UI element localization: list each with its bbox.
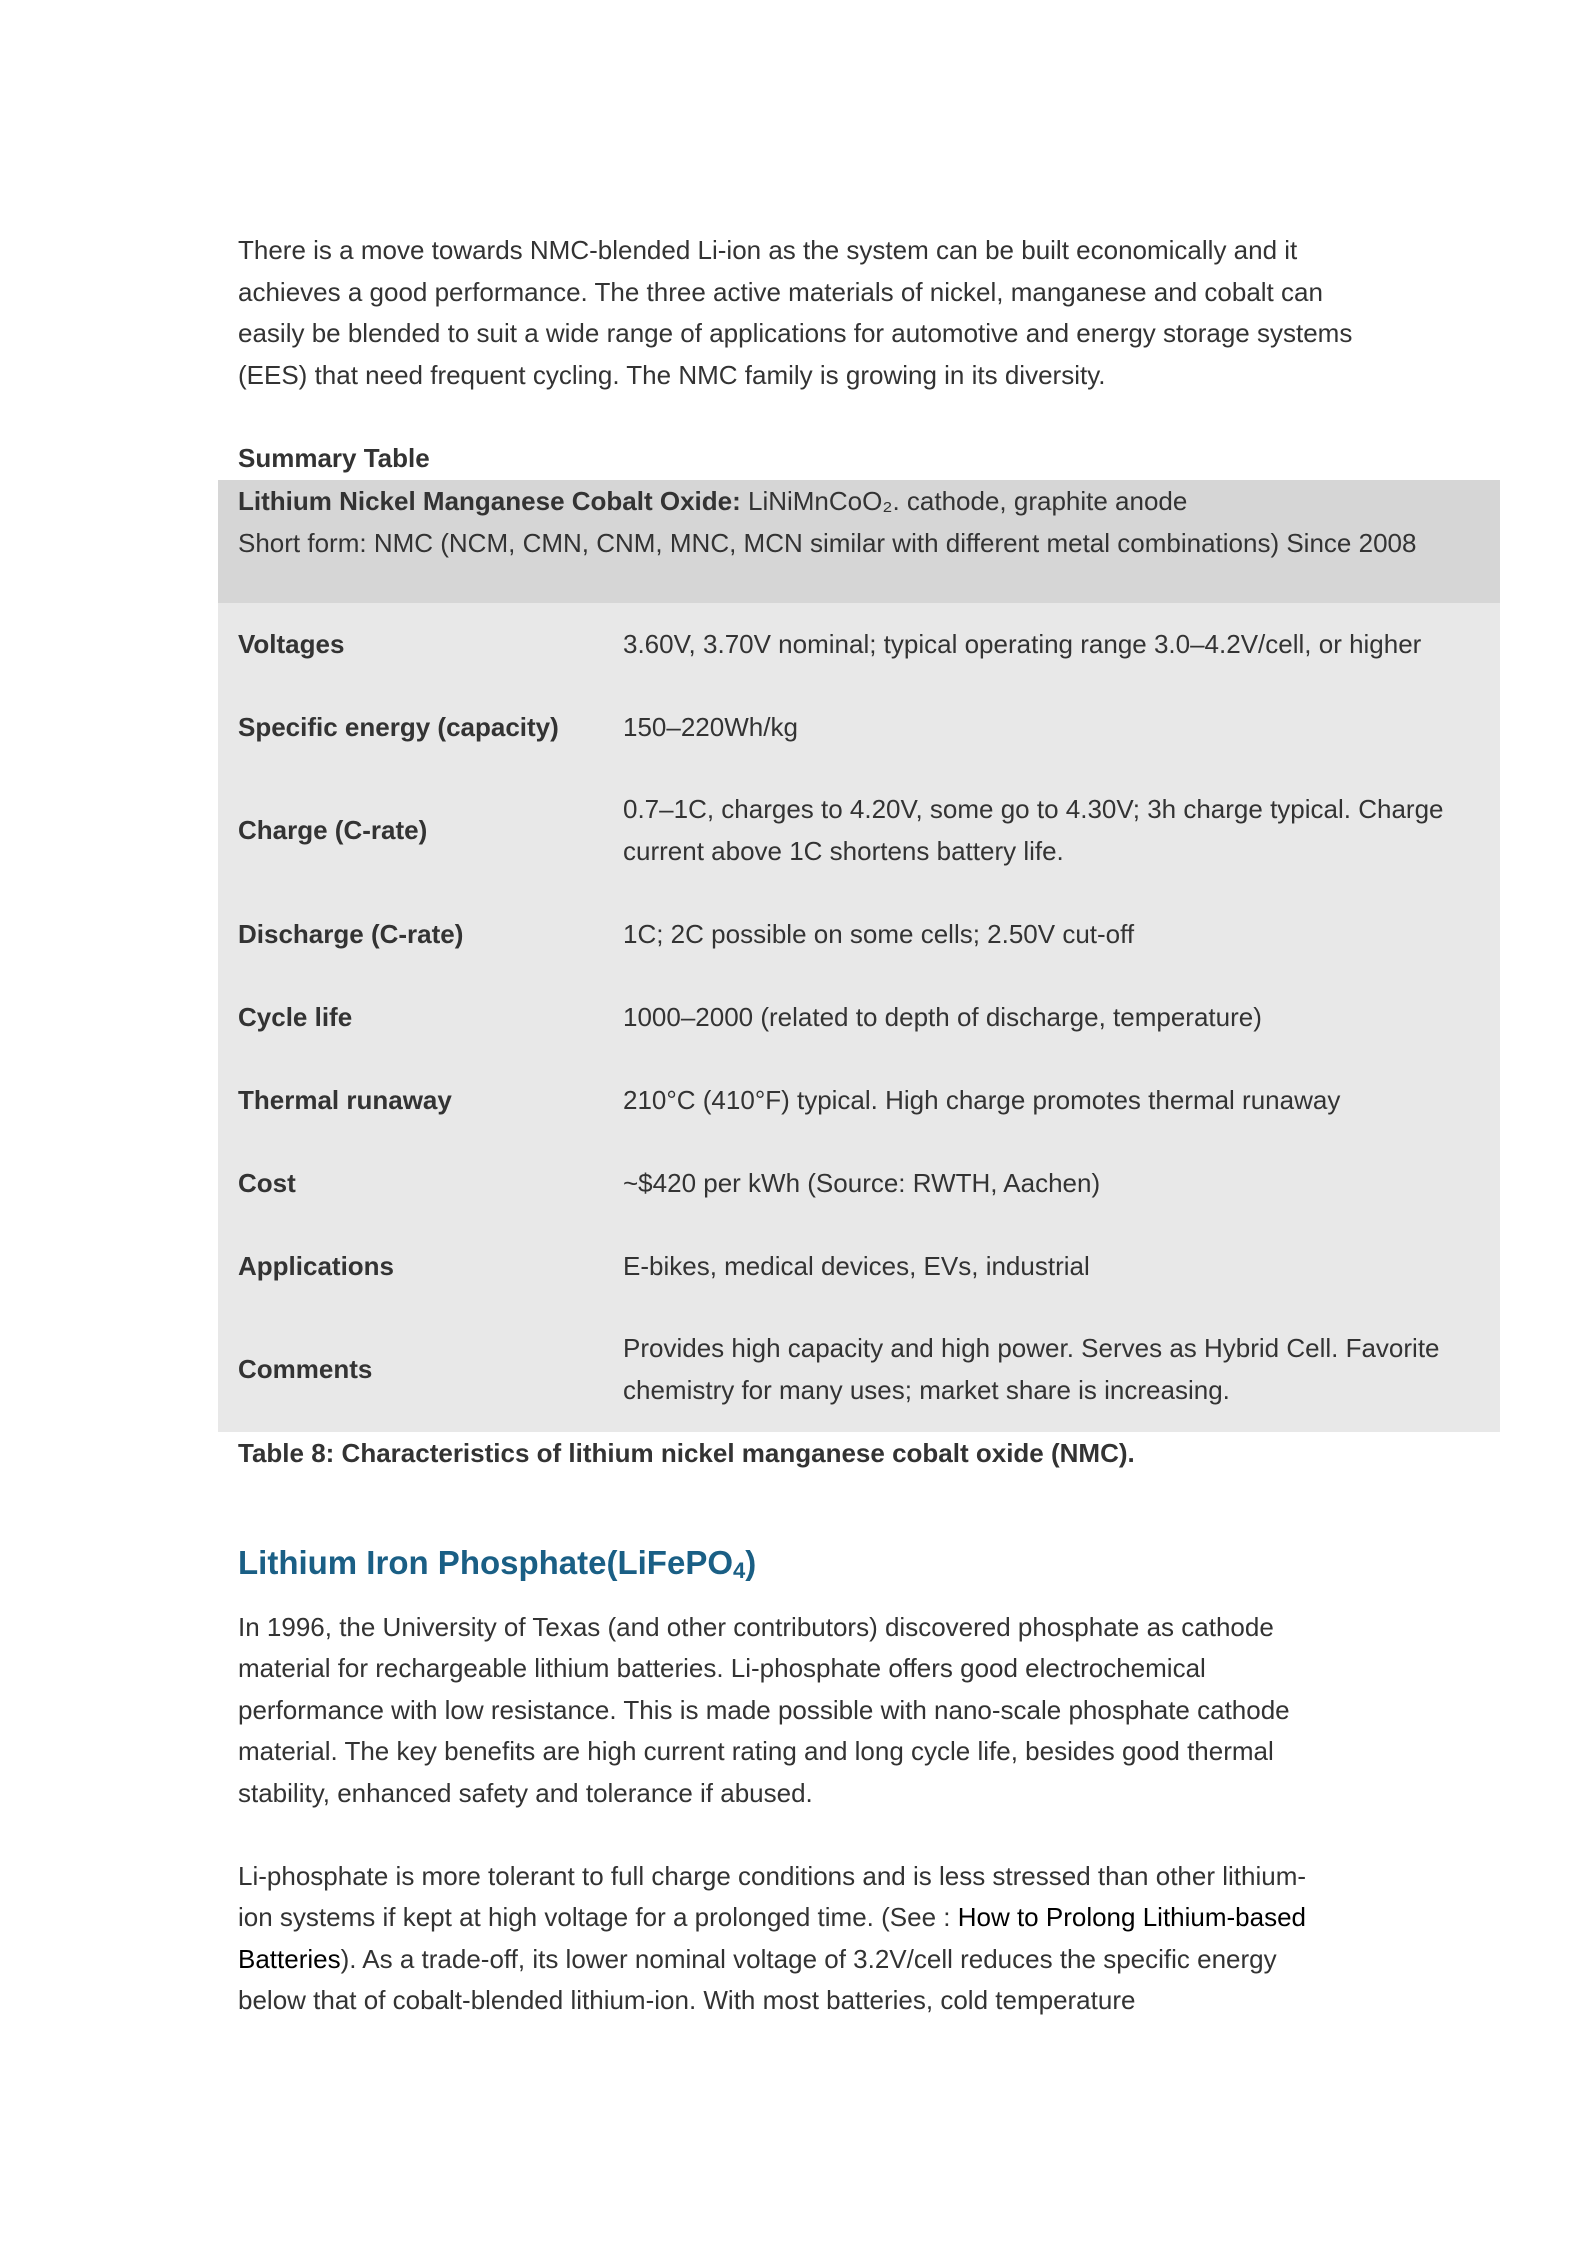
header-line-2: Short form: NMC (NCM, CMN, CNM, MNC, MCN similar with different metal combinations) Since 2008 (238, 527, 1417, 558)
row-label: Charge (C-rate) (238, 815, 428, 846)
row-label: Voltages (238, 628, 345, 659)
row-value: 0.7–1C, charges to 4.20V, some go to 4.30V; 3h charge typical. Charge current above 1C shortens battery life. (623, 794, 1444, 866)
summary-table (218, 480, 1500, 1432)
page-content (238, 230, 1444, 2022)
row-label: Comments (238, 1354, 373, 1385)
table-row (218, 686, 1500, 769)
row-value: 150–220Wh/kg (623, 711, 798, 742)
lfp-paragraph-2 (238, 1856, 1328, 2022)
row-value: 210°C (410°F) typical. High charge promotes thermal runaway (623, 1084, 1341, 1115)
row-value: Provides high capacity and high power. Serves as Hybrid Cell. Favorite chemistry for many uses; market share is increasing. (623, 1333, 1440, 1405)
table-row (218, 1308, 1500, 1432)
summary-table-heading: Summary Table (238, 443, 430, 474)
header-chemistry-formula: LiNiMnCoO₂. cathode, graphite anode (740, 485, 1188, 516)
table-row (218, 893, 1500, 976)
table-row (218, 1142, 1500, 1225)
row-value: 3.60V, 3.70V nominal; typical operating range 3.0–4.2V/cell, or higher (623, 628, 1422, 659)
row-value: 1C; 2C possible on some cells; 2.50V cut-off (623, 918, 1135, 949)
section-title-main: Lithium Iron Phosphate(LiFePO (238, 1543, 733, 1581)
prolong-batteries-link[interactable]: How to Prolong Lithium-based Batteries (238, 1902, 1307, 1974)
lfp-paragraph-2-text-before: Li-phosphate is more tolerant to full charge conditions and is less stressed than other lithium-ion systems if kept at high voltage for a prolonged time. (See : (238, 1860, 1307, 1933)
intro-paragraph: There is a move towards NMC-blended Li-ion as the system can be built economically and it achieves a good performance. The three active materials of nickel, manganese and cobalt can easily be blended to suit a wide range of applications for automotive and energy storage systems (EES) that need frequent cycling. The NMC family is growing in its diversity. (238, 235, 1353, 390)
row-label: Specific energy (capacity) (238, 711, 559, 742)
summary-table-body (218, 603, 1500, 1432)
section-title-subscript: 4 (733, 1557, 746, 1583)
table-row (218, 1059, 1500, 1142)
table-caption: Table 8: Characteristics of lithium nickel manganese cobalt oxide (NMC). (238, 1437, 1135, 1468)
table-row (218, 603, 1500, 686)
table-row (218, 769, 1500, 893)
section-title-lifepo4 (238, 1541, 1358, 1593)
row-label: Cycle life (238, 1001, 353, 1032)
table-row (218, 1225, 1500, 1308)
header-chemistry-name: Lithium Nickel Manganese Cobalt Oxide: (238, 485, 741, 516)
summary-table-header (218, 480, 1500, 603)
row-label: Discharge (C-rate) (238, 918, 464, 949)
row-label: Applications (238, 1250, 395, 1281)
lfp-paragraph-2-text-after: ). As a trade-off, its lower nominal voltage of 3.2V/cell reduces the specific energy below that of cobalt-blended lithium-ion. With most batteries, cold temperature (238, 1943, 1277, 2016)
header-line-1 (238, 481, 1480, 523)
row-label: Thermal runaway (238, 1084, 452, 1115)
row-value: E-bikes, medical devices, EVs, industrial (623, 1250, 1090, 1281)
table-row (218, 976, 1500, 1059)
section-title-end: ) (745, 1543, 757, 1581)
row-label: Cost (238, 1167, 296, 1198)
lfp-paragraph-1: In 1996, the University of Texas (and other contributors) discovered phosphate as cathode material for rechargeable lithium batteries. Li-phosphate offers good electrochemical performance with low resistance. This is made possible with nano-scale phosphate cathode material. The key benefits are high current rating and long cycle life, besides good thermal stability, enhanced safety and tolerance if abused. (238, 1611, 1290, 1808)
row-value: ~$420 per kWh (Source: RWTH, Aachen) (623, 1167, 1101, 1198)
row-value: 1000–2000 (related to depth of discharge, temperature) (623, 1001, 1262, 1032)
